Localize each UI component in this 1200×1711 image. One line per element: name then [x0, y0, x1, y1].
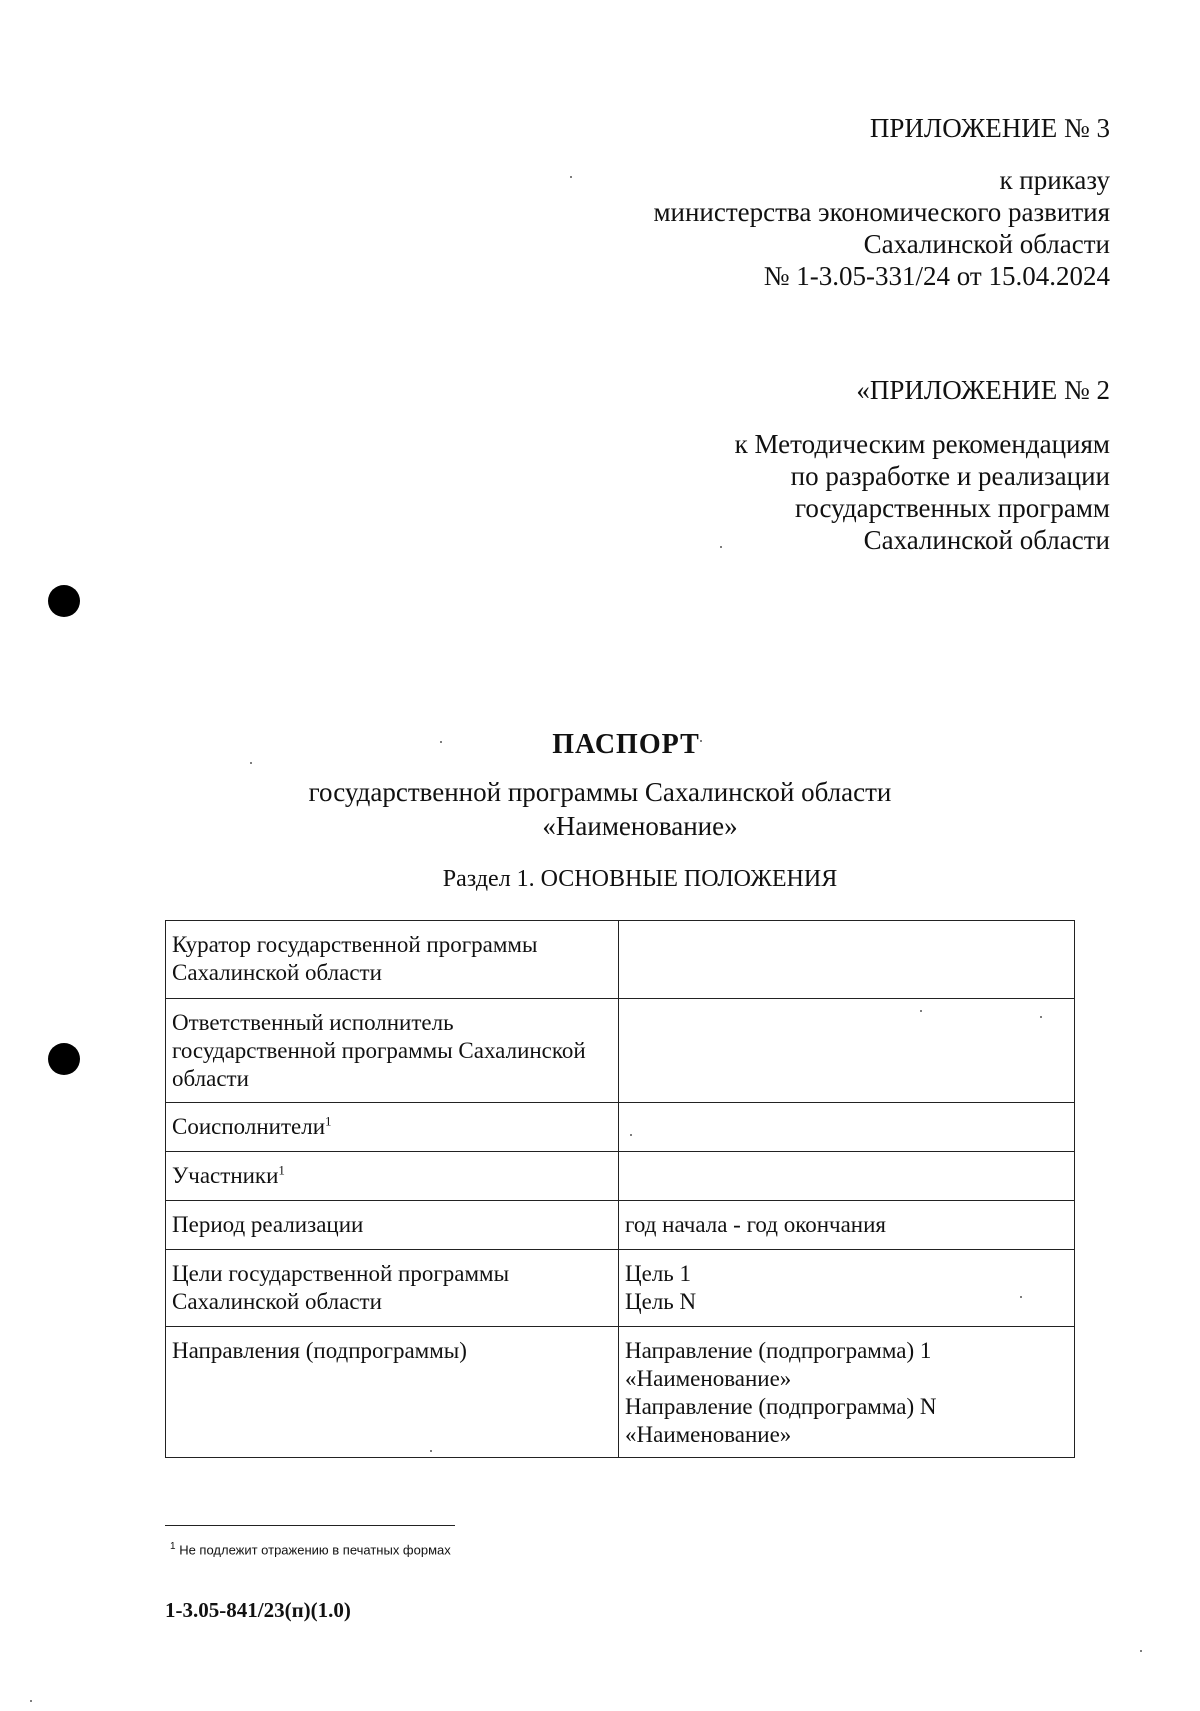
scan-speck [1020, 1296, 1022, 1298]
table-row [166, 1152, 1075, 1201]
passport-title: ПАСПОРТ [552, 729, 700, 760]
row-value-responsible-executor [619, 999, 1075, 1103]
document-code: 1-3.05-841/23(п)(1.0) [165, 1598, 351, 1622]
scan-speck [920, 1010, 922, 1012]
footnote-number: 1 [170, 1541, 176, 1552]
appendix-3-reference [653, 164, 1110, 292]
footnote-text: Не подлежит отражению в печатных формах [179, 1542, 451, 1558]
appendix-2-line: государственных программ [794, 493, 1110, 523]
row-value-period: год начала - год окончания [619, 1201, 1075, 1250]
punch-hole [48, 585, 80, 617]
scan-speck [570, 176, 572, 178]
appendix-2-line: Сахалинской области [863, 525, 1110, 555]
scan-speck [720, 546, 722, 548]
table-row [166, 1327, 1075, 1458]
appendix-3-title: ПРИЛОЖЕНИЕ № 3 [869, 113, 1110, 143]
footnote [170, 1541, 451, 1557]
scan-speck [630, 1134, 632, 1136]
table-row [166, 1201, 1075, 1250]
scan-speck [430, 1450, 432, 1452]
appendix-3-line: № 1-3.05-331/24 от 15.04.2024 [763, 261, 1110, 291]
scan-speck [250, 762, 252, 764]
row-label-participants: Участники$^1$ [166, 1152, 619, 1201]
scan-speck [1040, 1016, 1042, 1018]
footnote-divider [165, 1525, 455, 1526]
row-value-participants [619, 1152, 1075, 1201]
table-row [166, 1103, 1075, 1152]
scan-speck [440, 741, 442, 743]
section-title: Раздел 1. ОСНОВНЫЕ ПОЛОЖЕНИЯ [442, 866, 838, 892]
row-label-curator: Куратор государственной программы Сахалинской области [166, 921, 619, 999]
passport-subtitle: государственной программы Сахалинской области [308, 777, 892, 807]
row-value-directions: Направление (подпрограмма) 1 «Наименование» Направление (подпрограмма) N «Наименование» [619, 1327, 1075, 1458]
scan-speck [30, 1700, 32, 1702]
table-row [166, 999, 1075, 1103]
table-row [166, 921, 1075, 999]
appendix-3-line: министерства экономического развития [653, 197, 1110, 227]
row-label-directions: Направления (подпрограммы) [166, 1327, 619, 1458]
row-value-goals: Цель 1 Цель N [619, 1250, 1075, 1327]
row-label-goals: Цели государственной программы Сахалинской области [166, 1250, 619, 1327]
appendix-3-line: к приказу [999, 165, 1110, 195]
scan-speck [1140, 1650, 1142, 1652]
appendix-2-title: «ПРИЛОЖЕНИЕ № 2 [856, 375, 1110, 405]
footnote-mark: 1 [278, 1162, 285, 1178]
footnote-mark: 1 [325, 1113, 332, 1129]
passport-table [165, 920, 1075, 1458]
punch-hole [48, 1043, 80, 1075]
passport-program-name: «Наименование» [542, 811, 738, 841]
appendix-3-line: Сахалинской области [863, 229, 1110, 259]
scan-speck [700, 740, 702, 742]
row-label-co-executors: Соисполнители$^1$ [166, 1103, 619, 1152]
appendix-2-line: к Методическим рекомендациям [734, 429, 1110, 459]
row-value-curator [619, 921, 1075, 999]
row-value-co-executors [619, 1103, 1075, 1152]
appendix-2-reference [735, 428, 1110, 556]
row-label-period: Период реализации [166, 1201, 619, 1250]
table-row [166, 1250, 1075, 1327]
appendix-2-line: по разработке и реализации [790, 461, 1110, 491]
row-label-responsible-executor: Ответственный исполнитель государственной программы Сахалинской области [166, 999, 619, 1103]
